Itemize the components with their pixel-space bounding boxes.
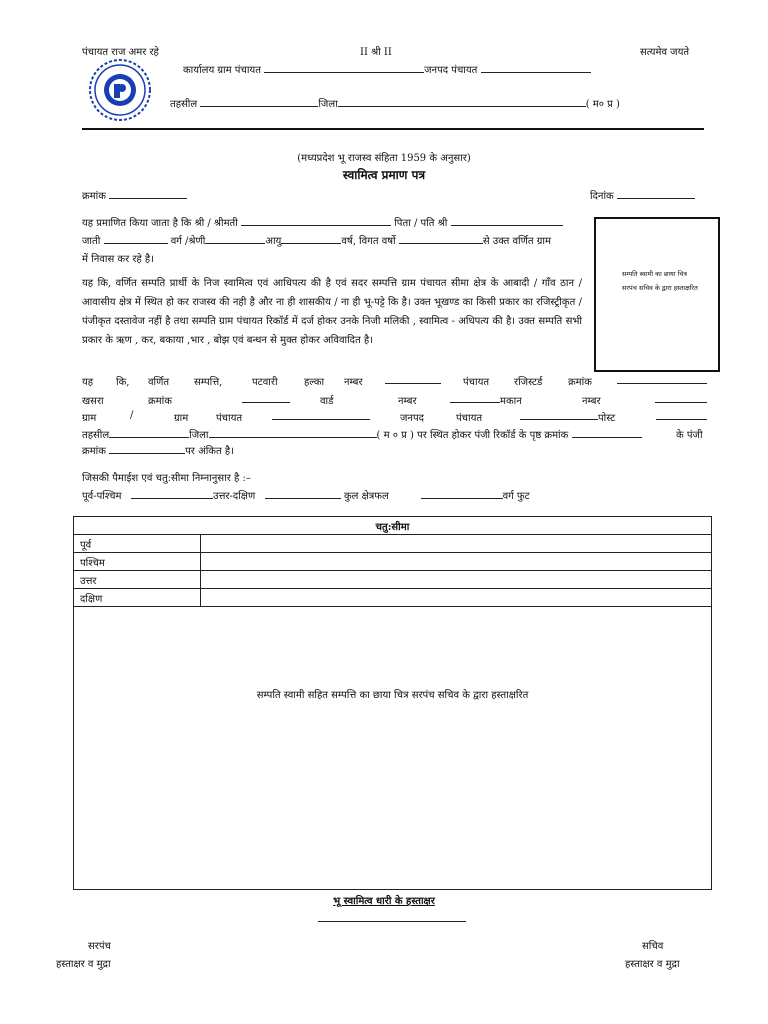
header-divider xyxy=(82,128,704,130)
west-value-cell[interactable] xyxy=(201,553,712,571)
nambar-label: नम्बर xyxy=(582,396,601,407)
se-label: से उक्त वर्णित ग्राम xyxy=(482,236,551,247)
property-photo-area[interactable] xyxy=(73,603,712,890)
r1-word: वर्णित xyxy=(148,377,170,388)
khasra-label: खसरा xyxy=(82,396,104,407)
tehsil-label: तहसील xyxy=(170,99,198,110)
aayu-blank[interactable] xyxy=(281,234,341,244)
table-row xyxy=(74,571,712,589)
janpad-blank[interactable] xyxy=(520,410,598,420)
tehsil-line xyxy=(170,96,620,110)
header-center-shri: II श्री II xyxy=(360,47,392,58)
ankit-label: पर अंकित है। xyxy=(185,446,234,457)
varg-label: वर्ग /श्रेणी xyxy=(170,236,206,247)
kramank-label: क्रमांक xyxy=(82,446,106,457)
panchayat-label: पंचायत xyxy=(463,377,490,388)
panji-kramank-blank[interactable] xyxy=(109,444,185,454)
kramank-line xyxy=(82,188,187,202)
panji-label: के पंजी xyxy=(676,430,703,441)
father-husband-label: पिता / पति श्री xyxy=(394,218,448,229)
panchayat-label: पंचायत xyxy=(216,413,243,424)
tehsil-label: तहसील xyxy=(82,430,110,441)
jati-blank[interactable] xyxy=(104,234,168,244)
dinank-blank[interactable] xyxy=(617,189,695,199)
direction-east: पूर्व xyxy=(74,535,201,553)
r1-word: हल्का xyxy=(304,377,325,388)
zila-blank[interactable] xyxy=(209,428,377,438)
measure-line xyxy=(82,488,530,502)
nambar-label: नम्बर xyxy=(398,396,417,407)
area-blank[interactable] xyxy=(421,489,503,499)
post-label: पोस्ट xyxy=(598,413,616,424)
gram-label: ग्राम xyxy=(174,413,189,424)
gram-panchayat-blank[interactable] xyxy=(264,63,424,73)
east-value-cell[interactable] xyxy=(201,535,712,553)
header-right-slogan: सत्यमेव जयते xyxy=(640,47,690,58)
r4-left xyxy=(82,427,642,441)
page-no-blank[interactable] xyxy=(572,428,642,438)
photo-box-label: सम्पति स्वामी का छाया चित्र सरपंच सचिव के द्वारा हस्ताक्षरित xyxy=(622,270,698,292)
kramank-blank[interactable] xyxy=(109,189,187,199)
r1-word: नम्बर xyxy=(344,377,363,388)
office-line xyxy=(183,62,591,76)
declaration-paragraph: यह कि, वर्णित सम्पति प्रार्थी के निज स्वामित्व एवं आधिपत्य की है एवं सदर सम्पत्ति ग्राम पंचायत सीमा क्षेत्र के आबादी / गाँव ठान / आवासीय क्षेत्र में स्थित हो कर राजस्व की नही है और ना ही शासकीय / ना ही भू-पट्टे कि है। उक्त भूखण्ड का किसी प्रकार का रजिस्ट्रीकृत / पंजीकृत दस्तावेज नहीं है तथा सम्पति ग्राम पंचायत रिकॉर्ड में दर्ज होकर उनके निजी मलिकी , स्वामित्व - अधिपत्य की है। उक्त सम्पति सभी प्रकार के ऋण , कर, बकाया ,भार , बोझ एवं बन्धन से मुक्त होकर अविवादित है। xyxy=(82,278,582,346)
makan-label: मकान xyxy=(500,396,522,407)
property-photo-label: सम्पति स्वामी सहित सम्पत्ति का छाया चित्र सरपंच सचिव के द्वारा हस्ताक्षरित xyxy=(256,690,529,701)
panchayat-label: पंचायत xyxy=(456,413,483,424)
sachiv-seal-label: हस्ताक्षर व मुद्रा xyxy=(625,959,680,970)
owner-line-3: में निवास कर रहे है। xyxy=(82,254,155,265)
direction-west: पश्चिम xyxy=(74,553,201,571)
holder-signature-label: भू स्वामित्व धारी के हस्ताक्षर xyxy=(333,896,435,907)
unit-label: वर्ग फुट xyxy=(502,491,530,502)
janpad-blank[interactable] xyxy=(481,63,591,73)
office-label: कार्यालय ग्राम पंचायत xyxy=(183,65,261,76)
direction-south: दक्षिण xyxy=(74,589,201,607)
uttar-dakshin-label: उत्तर-दक्षिण xyxy=(213,491,256,502)
makan-blank[interactable] xyxy=(655,393,707,403)
owner-intro: यह प्रमाणित किया जाता है कि श्री / श्रीमती xyxy=(82,218,238,229)
sachiv-label: सचिव xyxy=(642,941,664,952)
title-sub: (मध्यप्रदेश भू राजस्व संहिता 1959 के अनुसार) xyxy=(297,153,471,164)
father-name-blank[interactable] xyxy=(451,216,563,226)
ward-blank[interactable] xyxy=(450,393,500,403)
register-no-blank[interactable] xyxy=(617,374,707,384)
kramank-label: क्रमांक xyxy=(148,396,172,407)
table-row xyxy=(74,553,712,571)
page-no-label: ( म ० प्र ) पर स्थित होकर पंजी रिकॉर्ड के पृष्ठ क्रमांक xyxy=(376,430,569,441)
tehsil-blank[interactable] xyxy=(200,97,318,107)
panchayat-emblem-icon xyxy=(88,58,152,122)
years-blank[interactable] xyxy=(399,234,483,244)
owner-photo-box[interactable] xyxy=(594,217,720,372)
gram-label: ग्राम xyxy=(82,413,97,424)
sarpanch-seal-label: हस्ताक्षर व मुद्रा xyxy=(56,959,111,970)
tehsil-blank[interactable] xyxy=(109,428,189,438)
registered-label: रजिस्टर्ड xyxy=(514,377,543,388)
janpad-label: जनपद xyxy=(400,413,424,424)
boundary-table-header: चतु:सीमा xyxy=(74,517,712,535)
kul-kshetrafal-label: कुल क्षेत्रफल xyxy=(343,491,389,502)
aayu-label: आयु xyxy=(265,236,282,247)
dinank-line xyxy=(590,188,695,202)
r1-word: कि, xyxy=(116,377,130,388)
zila-label: जिला xyxy=(189,430,209,441)
varg-blank[interactable] xyxy=(205,234,265,244)
north-value-cell[interactable] xyxy=(201,571,712,589)
purv-pashchim-label: पूर्व-पश्चिम xyxy=(82,491,122,502)
owner-name-blank[interactable] xyxy=(241,216,391,226)
ward-label: वार्ड xyxy=(320,396,334,407)
janpad-label: जनपद पंचायत xyxy=(424,65,478,76)
header-left-slogan: पंचायत राज अमर रहे xyxy=(82,47,159,58)
zila-blank[interactable] xyxy=(338,97,586,107)
r1-word: पटवारी xyxy=(252,377,278,388)
page-title: स्वामित्व प्रमाण पत्र xyxy=(342,168,426,182)
owner-line-2 xyxy=(82,233,551,247)
patwari-halka-blank[interactable] xyxy=(385,374,441,384)
r5-line xyxy=(82,443,234,457)
kramank-label: क्रमांक xyxy=(568,377,592,388)
state-label: ( म० प्र ) xyxy=(585,99,620,110)
jati-label: जाती xyxy=(82,236,101,247)
owner-line-1 xyxy=(82,215,563,229)
r1-word: सम्पत्ति, xyxy=(194,377,223,388)
boundary-table xyxy=(73,516,712,607)
slash: / xyxy=(130,410,134,421)
gram-panchayat-blank[interactable] xyxy=(272,410,370,420)
kramank-label: क्रमांक xyxy=(82,191,106,202)
khasra-blank[interactable] xyxy=(242,393,290,403)
table-row xyxy=(74,535,712,553)
sarpanch-label: सरपंच xyxy=(88,941,111,952)
varsh-label: वर्ष, विगत वर्षो xyxy=(341,236,396,247)
holder-signature-line[interactable] xyxy=(318,921,466,922)
purv-pashchim-blank[interactable] xyxy=(131,489,213,499)
uttar-dakshin-blank[interactable] xyxy=(265,489,341,499)
direction-north: उत्तर xyxy=(74,571,201,589)
measure-intro: जिसकी पैमाईश एवं चतु:सीमा निम्नानुसार है :– xyxy=(82,473,251,484)
r1-word: यह xyxy=(82,377,94,388)
dinank-label: दिनांक xyxy=(590,191,614,202)
zila-label: जिला xyxy=(318,99,338,110)
post-blank[interactable] xyxy=(656,410,707,420)
